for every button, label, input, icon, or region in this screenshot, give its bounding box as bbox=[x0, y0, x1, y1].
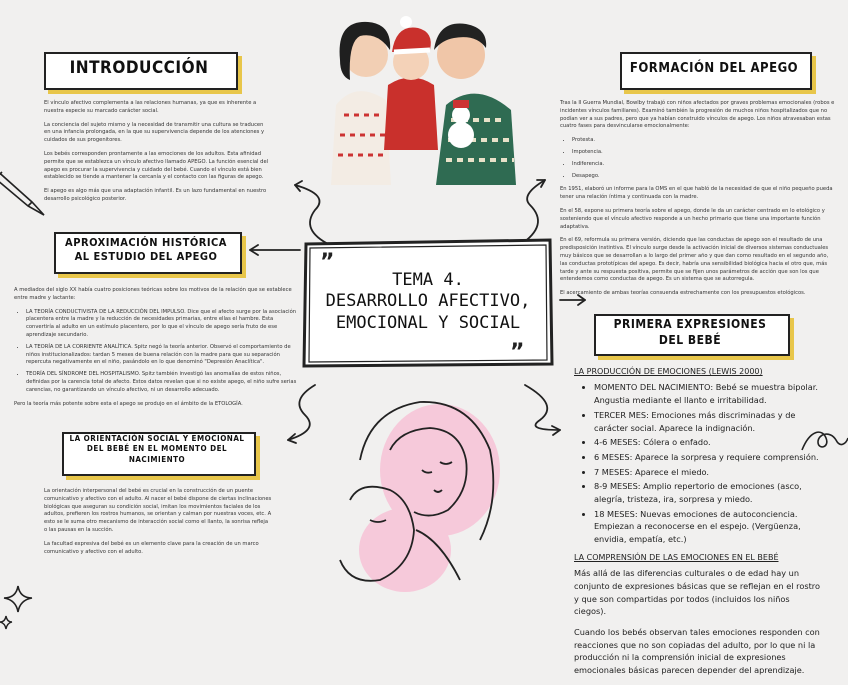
formacion-paragraph: Tras la II Guerra Mundial, Bowlby trabajó con niños afectados por graves problemas emocionales (robos e incidentes vínculos familiares). Examinó también la progresión de muchos niños hospitalizados que no podían ver a sus padres, pero que ya habían construido vínculos de apego. Los niños atravesaban estas cuatro fases para desvincularse emocionalmente: bbox=[560, 100, 835, 130]
quote-icon: ” bbox=[320, 250, 335, 275]
historia-header-line: AL ESTUDIO DEL APEGO bbox=[74, 250, 218, 264]
expresiones-header-line: PRIMERA EXPRESIONES bbox=[613, 317, 767, 331]
formacion-paragraph: En el 69, reformula su primera versión, diciendo que las conductas de apego son el resultado de una predisposición instintiva. El vínculo surge desde la activación inicial de diversos sistemas conductuales muy básicos que se desarrollan a lo largo del primer año y que dan como resultado en el segundo año, las conductas prototípicas del apego. Es decir, habría una sensibilidad biológica hacia el otro que, más tarde y ante su respuesta positiva, permite que se fijen unos parámetros de acción que son los que entendemos como conductas de apego. Es un sistema que se autorregula. bbox=[560, 237, 829, 283]
orientacion-header-line: DEL BEBÉ EN EL MOMENTO DEL bbox=[86, 444, 228, 454]
phase-item: • Desapego. bbox=[572, 173, 836, 181]
emotion-item: • 18 MESES: Nuevas emociones de autoconciencia. Empiezan a reconocerse en el espejo. (Vergüenza, envidia, empatía, etc.) bbox=[594, 508, 824, 546]
phase-item: • Indiferencia. bbox=[572, 161, 836, 169]
orientacion-header-line: LA ORIENTACIÓN SOCIAL Y EMOCIONAL bbox=[69, 434, 245, 443]
intro-paragraph: El vínculo afectivo complementa a las relaciones humanas, ya que es inherente a nuestra especie su marcado carácter social. bbox=[44, 100, 257, 114]
historia-header bbox=[54, 236, 238, 265]
emotion-item: • 7 MESES: Aparece el miedo. bbox=[594, 466, 824, 479]
emotion-item: • 8-9 MESES: Amplio repertorio de emociones (asco, alegría, tristeza, ira, sorpresa y miedo. bbox=[594, 480, 824, 505]
quote-icon: ” bbox=[510, 340, 525, 365]
intro-header: INTRODUCCIÓN bbox=[69, 58, 209, 78]
orientacion-text bbox=[44, 488, 272, 562]
orientacion-paragraph: La orientación interpersonal del bebé es crucial en la construcción de un puente comunicativo y afectivo con el adulto. Al nacer el bebé dispone de ciertas inclinaciones biológicas que aseguran su condición social, imitan los movimientos faciales de los adultos, prefieren los rostros humanos, se orientan y calman por nuestras voces, etc. A esto se le suma otro mecanismo de interacción social como el llanto, la sonrisa refleja o las pausas en la succión. bbox=[44, 488, 272, 533]
formacion-paragraph: El acercamiento de ambas teorías consuenda estrechamente con los presupuestos etológicos. bbox=[560, 290, 806, 297]
historia-bullet: • TEORÍA DEL SÍNDROME DEL HOSPITALISMO. Spitz también investigó las anomalías de estos niños, definidas por la carencia total de afecto. Estos datos revelan que si no existe apego, el niño sufre serias carencias, no garantizando un vínculo afectivo, ni un desarrollo adecuado. bbox=[26, 371, 302, 394]
expresiones-subtitle: LA COMPRENSIÓN DE LAS EMOCIONES EN EL BEBÉ bbox=[574, 552, 779, 562]
formacion-text bbox=[560, 100, 836, 304]
historia-intro: A mediados del siglo XX había cuatro posiciones teóricas sobre los motivos de la relación que se establece entre madre y lactante: bbox=[14, 287, 292, 301]
center-title-box bbox=[300, 236, 556, 370]
page-title-line1: TEMA 4. bbox=[392, 270, 464, 290]
expresiones-text bbox=[574, 366, 824, 685]
formacion-paragraph: En el 58, expone su primera teoría sobre el apego, donde le da un carácter centrado en lo etológico y sosteniendo que el vínculo afectivo responde a un hecho primario que tiene una importante función adaptativa. bbox=[560, 207, 825, 230]
expresiones-paragraph: Cuando los bebés observan tales emociones responden con reacciones que no son copiadas del adulto, por lo que ni la producción ni la comprensión inicial de expresiones emocionales básicas parecen depender del aprendizaje. bbox=[574, 627, 820, 676]
phase-item: • Impotencia. bbox=[572, 149, 836, 157]
emotion-item: • 4-6 MESES: Cólera o enfado. bbox=[594, 436, 824, 449]
historia-bullet: • LA TEORÍA DE LA CORRIENTE ANALÍTICA. Spitz negó la teoría anterior. Observó el comportamiento de niños institucionalizados: tardan 5 meses de buena relación con la madre para que su separación repercuta negativamente en el niño, pasándolo en lo que denominó "Depresión Anaclítica". bbox=[26, 344, 302, 367]
intro-paragraph: El apego es algo más que una adaptación infantil. Es un lazo fundamental en nuestro desarrollo psicológico posterior. bbox=[44, 188, 267, 202]
expresiones-paragraph: Más allá de las diferencias culturales o de edad hay un conjunto de expresiones básicas que se reflejan en el rostro y que son compartidas por todos (incluidos los niños ciegos). bbox=[574, 568, 820, 617]
orientacion-header-line: NACIMIENTO bbox=[128, 454, 186, 464]
orientacion-paragraph: La facultad expresiva del bebé es un elemento clave para la creación de un marco comunicativo y afectivo con el adulto. bbox=[44, 540, 259, 555]
formacion-phases bbox=[560, 137, 836, 180]
page-title-line3: EMOCIONAL Y SOCIAL bbox=[335, 312, 521, 333]
expresiones-subtitle: LA PRODUCCIÓN DE EMOCIONES (LEWIS 2000) bbox=[574, 367, 763, 376]
historia-text bbox=[14, 287, 302, 414]
orientacion-header bbox=[62, 434, 252, 465]
historia-closing: Pero la teoría más potente sobre esta el apego se produjo en el ámbito de la ETOLOGÍA. bbox=[14, 400, 243, 407]
historia-header-line: APROXIMACIÓN HISTÓRICA bbox=[65, 236, 227, 249]
intro-paragraph: La conciencia del sujeto mismo y la necesidad de transmitir una cultura se traducen en una infancia prolongada, en la que su supervivencia depende de los atenciones y cuidados de sus progenitores. bbox=[44, 121, 265, 144]
formacion-header: FORMACIÓN DEL APEGO bbox=[629, 61, 799, 76]
emotion-item: • TERCER MES: Emociones más discriminadas y de carácter social. Aparece la indignación. bbox=[594, 409, 824, 434]
intro-text bbox=[44, 100, 270, 210]
page-title-line2: DESARROLLO AFECTIVO, bbox=[325, 291, 531, 312]
expresiones-header-line: DEL BEBÉ bbox=[658, 332, 722, 347]
historia-bullet: • LA TEORÍA CONDUCTIVISTA DE LA REDUCCIÓN DEL IMPULSO. Dice que el afecto surge por la asociación placentera entre la madre y la reducción de necesidades primarias, entre ellas el hambre. Esta convertiría al adulto en un estímulo placentero, por lo que el vínculo de apego sería fruto de ese aprendizaje secundario. bbox=[26, 309, 302, 340]
emotion-item: • MOMENTO DEL NACIMIENTO: Bebé se muestra bipolar. Angustia mediante el llanto e irritabilidad. bbox=[594, 381, 824, 406]
emotion-item: • 6 MESES: Aparece la sorpresa y requiere comprensión. bbox=[594, 451, 824, 464]
expresiones-header bbox=[594, 317, 786, 348]
phase-item: • Protesta. bbox=[572, 137, 836, 145]
intro-paragraph: Los bebés corresponden prontamente a las emociones de los adultos. Esta afinidad permite que se establezca un vínculo afectivo llamado APEGO. La función esencial del apego es procurar la supervivencia y cuidado del bebé. Cuando el vínculo está bien establecido se tiende a mantener la cercanía y el contacto con las figuras de apego. bbox=[44, 150, 269, 181]
formacion-paragraph: En 1951, elaboró un informe para la OMS en el que habló de la necesidad de que el niño pequeño pueda tener una relación íntima y continuada con la madre. bbox=[560, 186, 833, 201]
